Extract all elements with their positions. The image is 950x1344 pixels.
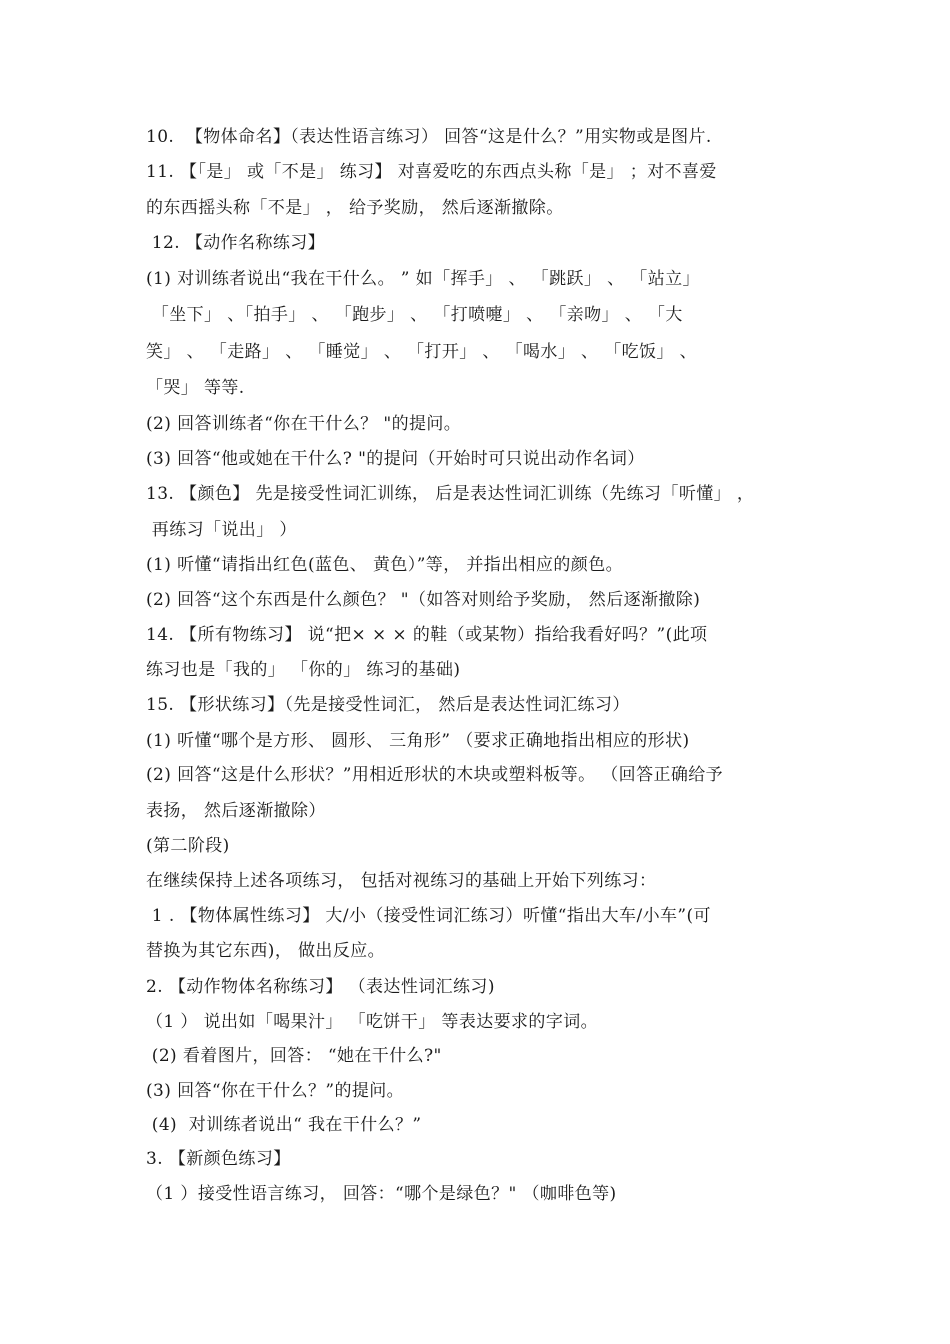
text-line: 在继续保持上述各项练习， 包括对视练习的基础上开始下列练习： xyxy=(146,871,657,891)
text-line: (3) 回答“他或她在干什么? "的提问（开始时可只说出动作名词） xyxy=(146,449,645,469)
text-line: 再练习「说出」 ） xyxy=(146,520,297,540)
text-line: (2) 回答“这个东西是什么颜色？ "（如答对则给予奖励， 然后逐渐撤除) xyxy=(146,590,701,610)
text-line: （1 ）接受性语言练习， 回答：“哪个是绿色？" （咖啡色等) xyxy=(146,1184,617,1204)
text-line: (1) 对训练者说出“我在干什么。 ” 如「挥手」 、 「跳跃」 、 「站立」 xyxy=(146,269,700,289)
text-line: 「哭」 等等. xyxy=(146,378,245,398)
text-line: (4) 对训练者说出“ 我在干什么？” xyxy=(146,1115,422,1135)
text-line: 2. 【动作物体名称练习】 （表达性词汇练习) xyxy=(146,977,495,997)
text-line: 「坐下」 、「拍手」 、 「跑步」 、 「打喷嚏」 、 「亲吻」 、 「大 xyxy=(146,305,683,325)
text-line: 表扬， 然后逐渐撤除） xyxy=(146,801,326,821)
text-line: 替换为其它东西)， 做出反应。 xyxy=(146,941,386,961)
text-line: 12. 【动作名称练习】 xyxy=(146,233,326,253)
text-line: 3. 【新颜色练习】 xyxy=(146,1149,291,1169)
text-line: (2) 回答训练者“你在干什么？ "的提问。 xyxy=(146,414,462,434)
text-line: 14. 【所有物练习】 说“把× × × 的鞋（或某物）指给我看好吗？”(此项 xyxy=(146,625,708,645)
text-line: 的东西摇头称「不是」 ， 给予奖励， 然后逐渐撤除。 xyxy=(146,198,564,218)
text-line: 13. 【颜色】 先是接受性词汇训练， 后是表达性词汇训练（先练习「听懂」 ， xyxy=(146,484,755,504)
text-line: （1 ） 说出如「喝果汁」 「吃饼干」 等表达要求的字词。 xyxy=(146,1012,599,1032)
text-line: 1 . 【物体属性练习】 大/小（接受性词汇练习）听懂“指出大车/小车”(可 xyxy=(146,906,711,926)
text-line: (1) 听懂“哪个是方形、 圆形、 三角形” （要求正确地指出相应的形状) xyxy=(146,731,690,751)
text-line: (2) 回答“这是什么形状？”用相近形状的木块或塑料板等。 （回答正确给予 xyxy=(146,765,724,785)
text-line: (1) 听懂“请指出红色(蓝色、 黄色）”等， 并指出相应的颜色。 xyxy=(146,555,624,575)
text-line: 笑」 、 「走路」 、 「睡觉」 、 「打开」 、 「喝水」 、 「吃饭」 、 xyxy=(146,342,698,362)
text-line: 11. 【「是」 或「不是」 练习】 对喜爱吃的东西点头称「是」 ；对不喜爱 xyxy=(146,162,717,182)
text-line: (2) 看着图片，回答： “她在干什么?" xyxy=(146,1046,442,1066)
text-line: 10. 【物体命名】（表达性语言练习） 回答“这是什么？”用实物或是图片. xyxy=(146,127,712,147)
text-line: (第二阶段) xyxy=(146,836,230,856)
text-line: 15. 【形状练习】（先是接受性词汇， 然后是表达性词汇练习） xyxy=(146,695,630,715)
text-line: 练习也是「我的」 「你的」 练习的基础) xyxy=(146,660,461,680)
text-line: (3) 回答“你在干什么？”的提问。 xyxy=(146,1081,405,1101)
